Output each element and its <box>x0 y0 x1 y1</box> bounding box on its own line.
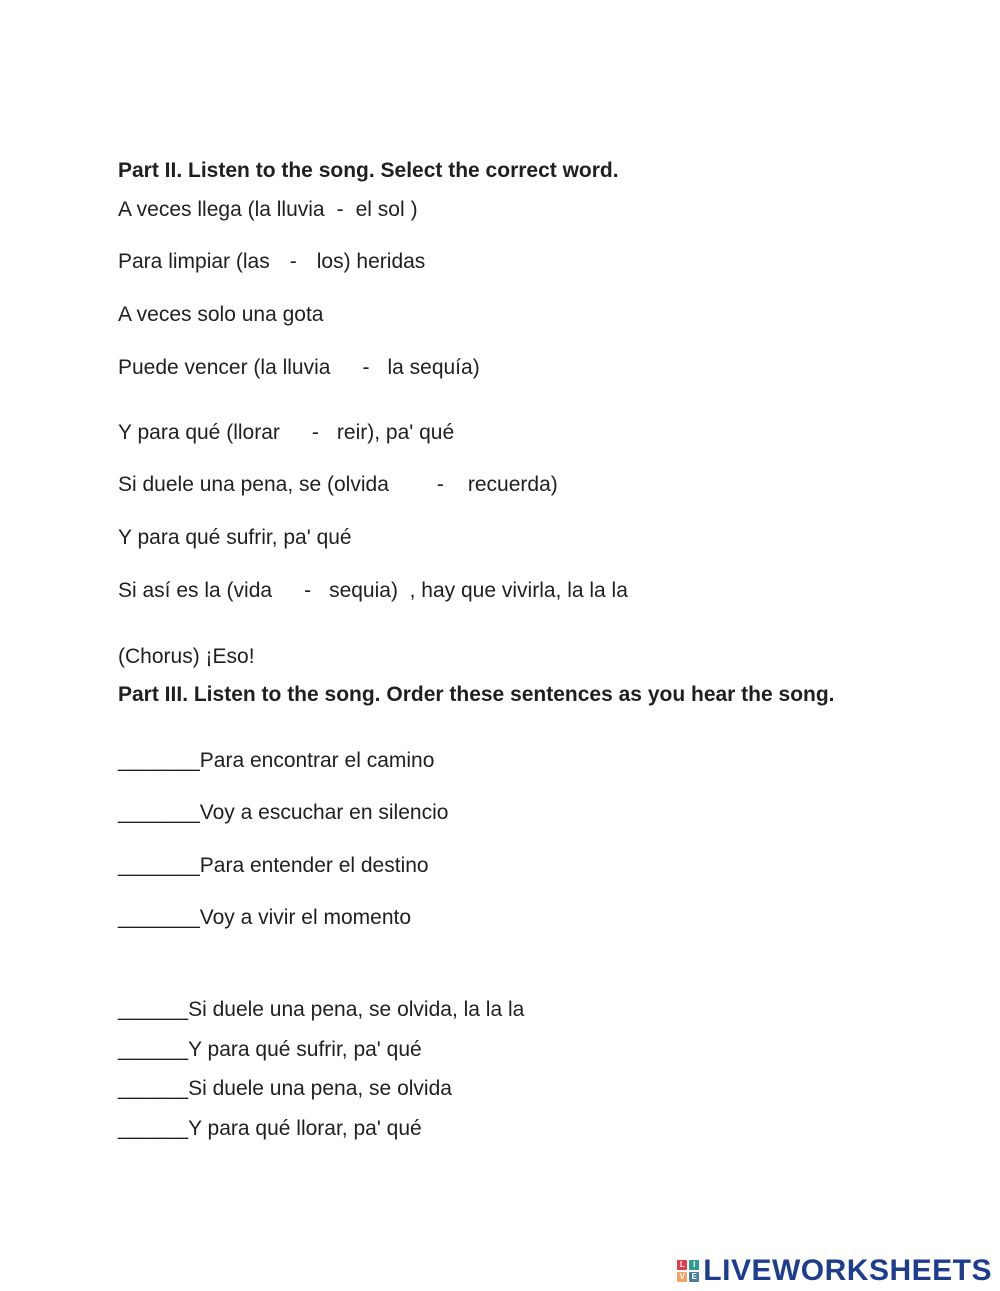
part3-heading: Part III. Listen to the song. Order these sentences as you hear the song. <box>118 683 835 706</box>
option-b[interactable]: recuerda <box>467 473 551 496</box>
logo-letter: V <box>677 1272 687 1282</box>
part2-line-2: Para limpiar (las - los) heridas <box>118 250 426 273</box>
logo-letter: L <box>677 1260 687 1270</box>
answer-blank[interactable]: ______ <box>118 1077 189 1100</box>
liveworksheets-logo <box>677 1256 992 1286</box>
logo-blocks-icon <box>677 1260 699 1282</box>
order-item: ______Si duele una pena, se olvida <box>118 1077 452 1100</box>
answer-blank[interactable]: ______ <box>118 1038 189 1061</box>
chorus-line: (Chorus) ¡Eso! <box>118 645 255 668</box>
part2-line-1: A veces llega (la lluvia - el sol ) <box>118 198 418 221</box>
order-item: _______Para entender el destino <box>118 854 429 877</box>
option-b[interactable]: reir <box>336 421 368 444</box>
part2-heading: Part II. Listen to the song. Select the correct word. <box>118 159 619 182</box>
option-a[interactable]: vida <box>233 579 273 602</box>
part2-line-7: Y para qué sufrir, pa' qué <box>118 526 352 549</box>
answer-blank[interactable]: _______ <box>118 801 200 824</box>
logo-text: LIVEWORKSHEETS <box>703 1254 992 1287</box>
part2-line-4: Puede vencer (la lluvia - la sequía) <box>118 356 480 379</box>
logo-letter: E <box>689 1272 699 1282</box>
answer-blank[interactable]: _______ <box>118 749 200 772</box>
option-a[interactable]: las <box>242 250 270 273</box>
order-item: ______Si duele una pena, se olvida, la la la <box>118 998 525 1021</box>
answer-blank[interactable]: _______ <box>118 906 200 929</box>
part2-line-6: Si duele una pena, se (olvida - recuerda) <box>118 473 558 496</box>
order-item: _______Voy a vivir el momento <box>118 906 412 929</box>
part2-line-5: Y para qué (llorar - reir), pa' qué <box>118 421 455 444</box>
option-b[interactable]: el sol <box>355 198 405 221</box>
option-b[interactable]: los <box>316 250 344 273</box>
answer-blank[interactable]: _______ <box>118 854 200 877</box>
option-b[interactable]: sequia <box>329 579 391 602</box>
part2-line-8: Si así es la (vida - sequia) , hay que vivirla, la la la <box>118 579 628 602</box>
logo-letter: I <box>689 1260 699 1270</box>
order-item: ______Y para qué llorar, pa' qué <box>118 1117 422 1140</box>
part2-line-3: A veces solo una gota <box>118 303 324 326</box>
order-item: ______Y para qué sufrir, pa' qué <box>118 1038 422 1061</box>
option-a[interactable]: olvida <box>334 473 389 496</box>
order-item: _______Para encontrar el camino <box>118 749 435 772</box>
option-b[interactable]: la sequía <box>387 356 473 379</box>
option-a[interactable]: la lluvia <box>260 356 331 379</box>
order-item: _______Voy a escuchar en silencio <box>118 801 449 824</box>
option-a[interactable]: llorar <box>233 421 280 444</box>
option-a[interactable]: la lluvia <box>254 198 325 221</box>
answer-blank[interactable]: ______ <box>118 998 189 1021</box>
answer-blank[interactable]: ______ <box>118 1117 189 1140</box>
